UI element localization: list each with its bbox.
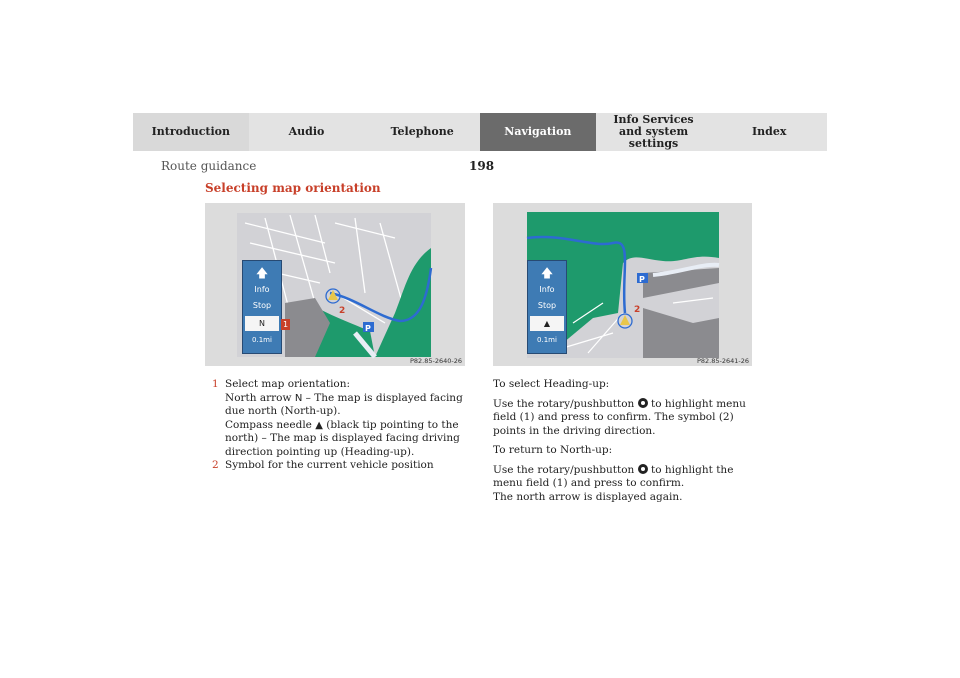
text-run: (black tip pointing to the north) – The map is displayed facing driving direction pointing up (Heading-up). [225,418,460,458]
tab-label: Info Services and system settings [613,113,694,150]
tab-label: Audio [288,125,325,138]
section-title: Route guidance [161,159,257,173]
north-arrow-icon: N [294,392,303,404]
left-text-column [205,378,470,473]
map-figure-north-up [205,203,465,366]
map-figure-heading-up [493,203,752,366]
tab-label: Telephone [390,125,454,138]
tab-index[interactable] [711,113,827,151]
item-number: 2 [212,459,219,471]
paragraph: To select Heading-up: [493,378,610,390]
nav-menu-panel [242,260,282,354]
text-run: Use the rotary/pushbutton [493,463,635,476]
text-run: Compass needle [225,418,312,431]
tab-audio[interactable] [249,113,365,151]
text-run: to highlight the menu field (1) and press to confirm. [493,463,734,489]
rotary-pushbutton-icon [638,398,648,408]
tab-telephone[interactable] [364,113,480,151]
svg-text:P: P [365,324,371,333]
compass-needle-icon: ▲ [315,419,323,431]
right-text-column [493,378,755,510]
figure-caption: P82.85-2641-26 [696,357,749,365]
compass-needle-icon: ▲ [543,319,551,328]
orientation-menu-field[interactable] [245,316,279,331]
paragraph [493,464,755,491]
text-run: to highlight menu field (1) and press to confirm. The symbol (2) points in the driving direction. [493,397,746,437]
menu-item-info[interactable]: Info [539,285,555,294]
figure-caption: P82.85-2640-26 [409,357,462,365]
item-text: Symbol for the current vehicle position [225,459,434,471]
list-item [205,378,470,459]
list-item [205,459,470,473]
paragraph [493,398,755,439]
nav-menu-panel [527,260,567,354]
page-heading: Selecting map orientation [205,181,381,195]
orientation-menu-field[interactable] [530,316,564,331]
chapter-tabs [133,113,827,151]
text-run: Use the rotary/pushbutton [493,397,635,410]
tab-navigation[interactable] [480,113,596,151]
item-text [225,392,470,419]
north-arrow-icon: N [259,319,265,328]
item-text [225,419,470,460]
tab-label: Introduction [151,125,230,138]
scale-label: 0.1mi [537,336,557,344]
tab-label: Index [751,125,787,138]
tab-label: Navigation [504,125,572,138]
menu-item-stop[interactable]: Stop [252,301,272,310]
svg-text:P: P [639,275,645,284]
paragraph: To return to North-up: [493,444,613,456]
heading-arrow-icon: 🡅 [255,266,269,280]
rotary-pushbutton-icon [638,464,648,474]
callout-1: 1 [282,320,289,329]
heading-arrow-icon: 🡅 [540,266,554,280]
scale-label: 0.1mi [252,336,272,344]
tab-info-services[interactable] [596,113,712,151]
callout-2: 2 [634,305,641,315]
item-number: 1 [212,378,219,390]
paragraph: The north arrow is displayed again. [493,490,683,503]
text-run: – The map is displayed facing due north (North-up). [225,391,463,417]
menu-item-stop[interactable]: Stop [537,301,557,310]
tab-introduction[interactable] [133,113,249,151]
item-text: Select map orientation: [225,378,351,390]
menu-item-info[interactable]: Info [254,285,270,294]
text-run: North arrow [225,391,292,404]
callout-2: 2 [339,306,346,316]
page-number: 198 [469,159,495,173]
